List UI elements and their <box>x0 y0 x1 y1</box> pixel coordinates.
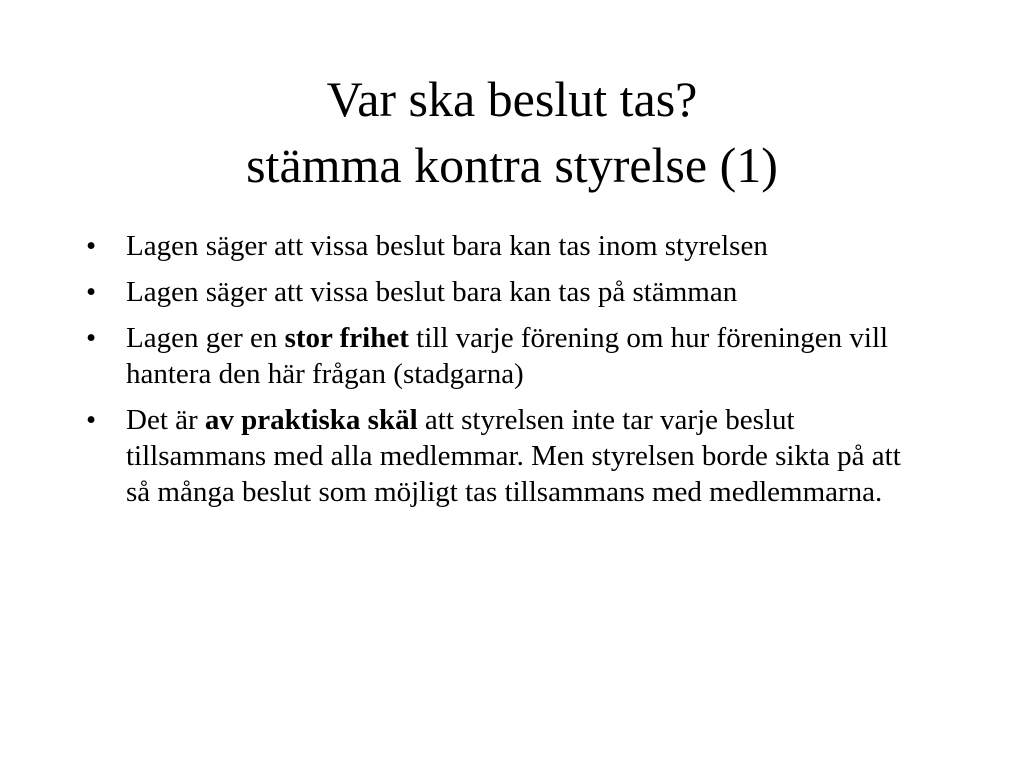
bullet-icon: • <box>86 230 97 262</box>
bullet-item <box>86 274 916 310</box>
bullet-text-pre: Det är <box>126 404 205 436</box>
bullet-text-pre: Lagen ger en <box>126 322 285 354</box>
bullet-icon: • <box>86 404 97 436</box>
bullet-text-post: att styrelsen inte tar varje beslut tillsammans med alla medlemmar. Men styrelsen borde sikta på att så många beslut som möjligt tas tillsammans med medlemmarna. <box>126 404 901 508</box>
bullet-icon: • <box>86 322 97 354</box>
bullet-text: Lagen säger att vissa beslut bara kan tas inom styrelsen <box>126 230 768 262</box>
slide-title <box>0 66 1024 198</box>
bullet-item <box>86 320 916 392</box>
bullet-text: Lagen säger att vissa beslut bara kan tas på stämman <box>126 276 738 308</box>
title-line-1: Var ska beslut tas? <box>326 71 698 127</box>
bullet-item <box>86 402 916 510</box>
bullet-text-bold: stor frihet <box>284 322 409 354</box>
bullet-text-bold: av praktiska skäl <box>204 404 418 436</box>
bullet-text-post: till varje förening om hur föreningen vill hantera den här frågan (stadgarna) <box>126 322 889 390</box>
bullet-item <box>86 228 916 264</box>
title-line-2: stämma kontra styrelse (1) <box>246 137 778 193</box>
bullet-icon: • <box>86 276 97 308</box>
bullet-list <box>86 228 916 520</box>
